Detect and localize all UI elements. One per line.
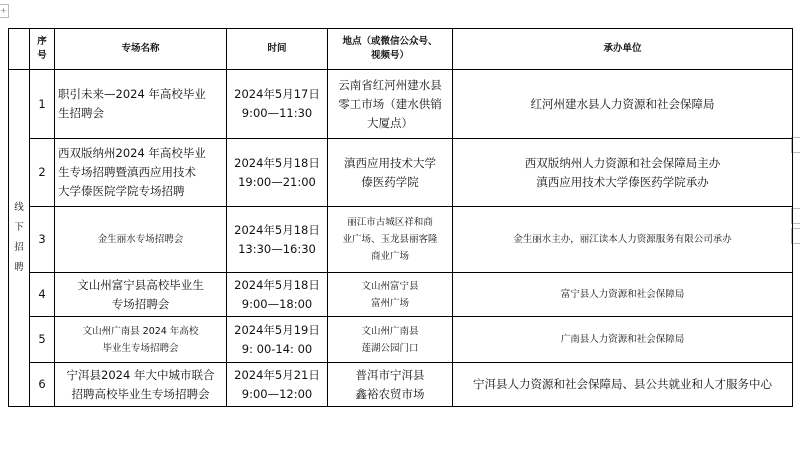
time-cell: 2024年5月18日 9:00—18:00	[227, 273, 328, 317]
name-cell: 文山州富宁县高校毕业生 专场招聘会	[55, 273, 227, 317]
seq-cell: 5	[30, 317, 55, 363]
time-cell: 2024年5月18日 13:30—16:30	[227, 207, 328, 273]
table-row	[9, 70, 793, 139]
table-row	[9, 363, 793, 407]
location-cell: 文山州富宁县 富州广场	[328, 273, 453, 317]
organizer-cell: 富宁县人力资源和社会保障局	[453, 273, 793, 317]
organizer-cell: 广南县人力资源和社会保障局	[453, 317, 793, 363]
location-cell: 普洱市宁洱县 鑫裕农贸市场	[328, 363, 453, 407]
location-cell: 滇西应用技术大学 傣医药学院	[328, 139, 453, 207]
name-cell: 职引未来—2024 年高校毕业 生招聘会	[55, 70, 227, 139]
time-cell: 2024年5月18日 19:00—21:00	[227, 139, 328, 207]
organizer-cell: 西双版纳州人力资源和社会保障局主办 滇西应用技术大学傣医药学院承办	[453, 139, 793, 207]
header-organizer: 承办单位	[453, 29, 793, 70]
time-cell: 2024年5月19日 9: 00-14: 00	[227, 317, 328, 363]
table-row	[9, 207, 793, 273]
table-row	[9, 139, 793, 207]
table-row	[9, 317, 793, 363]
seq-cell: 3	[30, 207, 55, 273]
time-cell: 2024年5月21日 9:00—12:00	[227, 363, 328, 407]
seq-cell: 4	[30, 273, 55, 317]
header-time: 时间	[227, 29, 328, 70]
name-cell: 文山州广南县 2024 年高校 毕业生专场招聘会	[55, 317, 227, 363]
organizer-cell: 宁洱县人力资源和社会保障局、县公共就业和人才服务中心	[453, 363, 793, 407]
table-row	[9, 273, 793, 317]
time-cell: 2024年5月17日 9:00—11:30	[227, 70, 328, 139]
seq-cell: 1	[30, 70, 55, 139]
header-row	[9, 29, 793, 70]
location-cell: 云南省红河州建水县 零工市场（建水供销 大厦点）	[328, 70, 453, 139]
table-anchor-icon: +	[0, 4, 9, 18]
seq-cell: 6	[30, 363, 55, 407]
category-cell: 线 下 招 聘	[9, 70, 30, 407]
header-category	[9, 29, 30, 70]
header-location: 地点（或微信公众号、 视频号）	[328, 29, 453, 70]
organizer-cell: 红河州建水县人力资源和社会保障局	[453, 70, 793, 139]
header-seq: 序 号	[30, 29, 55, 70]
name-cell: 西双版纳州2024 年高校毕业 生专场招聘暨滇西应用技术 大学傣医院学院专场招聘	[55, 139, 227, 207]
location-cell: 文山州广南县 莲湖公园门口	[328, 317, 453, 363]
header-name: 专场名称	[55, 29, 227, 70]
organizer-cell: 金生丽水主办，丽江读本人力资源服务有限公司承办	[453, 207, 793, 273]
name-cell: 宁洱县2024 年大中城市联合 招聘高校毕业生专场招聘会	[55, 363, 227, 407]
name-cell: 金生丽水专场招聘会	[55, 207, 227, 273]
recruitment-schedule-table	[8, 28, 793, 407]
seq-cell: 2	[30, 139, 55, 207]
location-cell: 丽江市古城区祥和商 业广场、玉龙县丽客隆 商业广场	[328, 207, 453, 273]
